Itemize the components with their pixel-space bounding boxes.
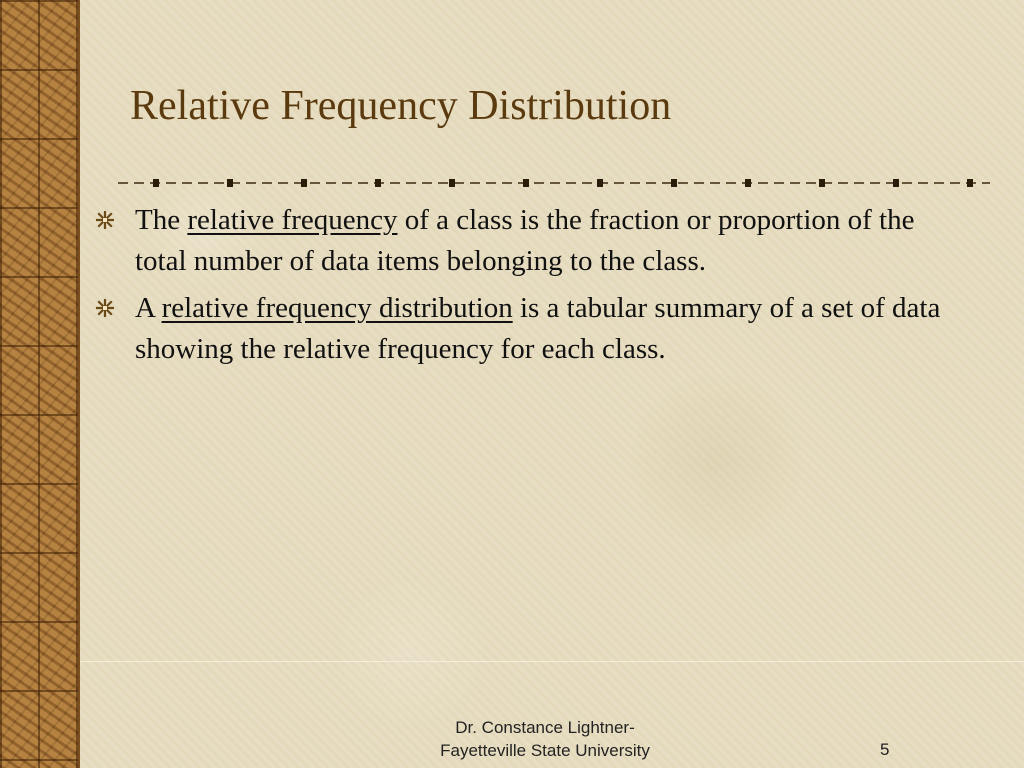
footer-divider	[80, 661, 1024, 662]
divider-mark	[301, 179, 307, 187]
slide-title: Relative Frequency Distribution	[130, 83, 672, 129]
decorative-dashed-divider	[118, 176, 990, 190]
divider-mark	[819, 179, 825, 187]
divider-mark	[967, 179, 973, 187]
divider-mark	[597, 179, 603, 187]
divider-mark	[523, 179, 529, 187]
term-relative-frequency: relative frequency	[187, 204, 398, 236]
footer-author-line1: Dr. Constance Lightner-	[455, 718, 635, 737]
wood-texture-strip	[0, 0, 80, 768]
divider-mark	[153, 179, 159, 187]
divider-mark	[227, 179, 233, 187]
term-relative-frequency-distribution: relative frequency distribution	[161, 292, 513, 324]
footer-author	[400, 716, 690, 762]
bullet-item	[96, 288, 956, 370]
bullet-text-lead: A	[135, 292, 155, 324]
page-number: 5	[880, 740, 890, 759]
divider-mark	[671, 179, 677, 187]
bullet-item	[96, 200, 956, 282]
divider-mark	[893, 179, 899, 187]
divider-mark	[745, 179, 751, 187]
bullet-text-lead: The	[135, 204, 181, 236]
bullet-text-rest: is a tabular summary of a set of data showing the relative frequency for each class.	[135, 292, 941, 365]
divider-mark	[449, 179, 455, 187]
footer-author-line2: Fayetteville State University	[440, 741, 650, 760]
bullet-list	[96, 200, 956, 376]
asterisk-star-icon	[96, 211, 114, 229]
bullet-text-rest: of a class is the fraction or proportion of the total number of data items belonging to the class.	[135, 204, 915, 277]
asterisk-star-icon	[96, 299, 114, 317]
divider-mark	[375, 179, 381, 187]
